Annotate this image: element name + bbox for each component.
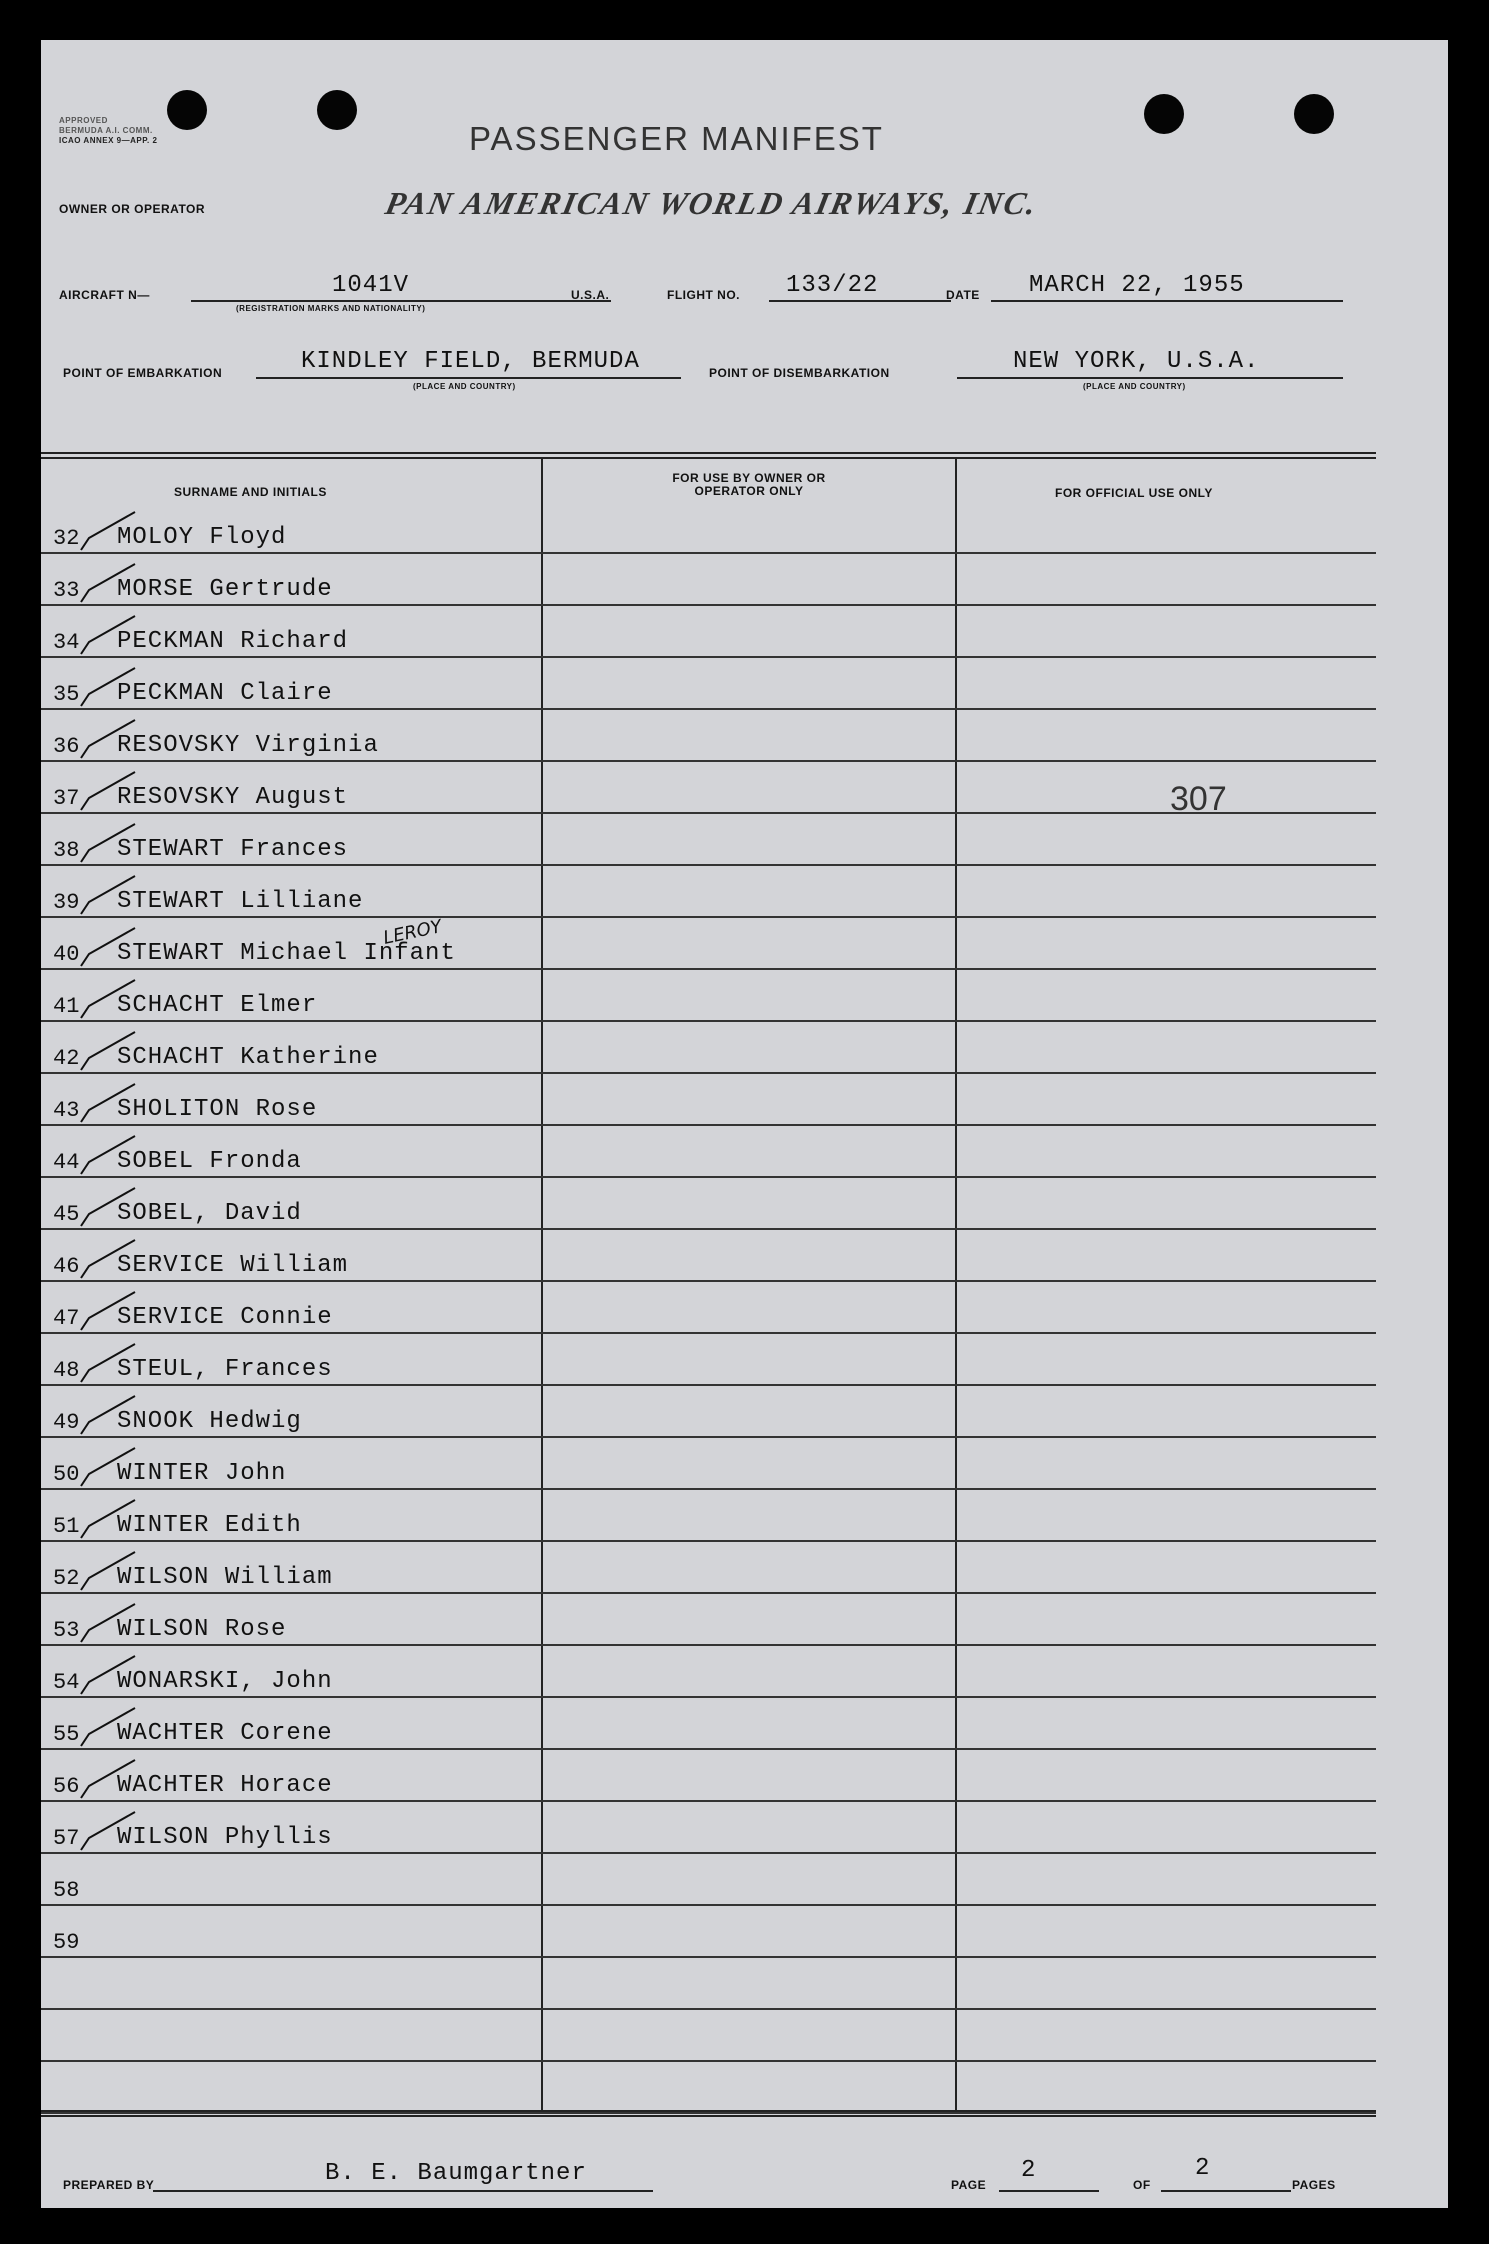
disembarkation-value: NEW YORK, U.S.A. — [1013, 348, 1260, 375]
row-number: 38 — [53, 838, 80, 863]
table-bottom-rule — [41, 2110, 1376, 2117]
row-rule — [41, 1436, 1376, 1438]
row-rule — [41, 1072, 1376, 1074]
passenger-name: SERVICE William — [117, 1252, 349, 1279]
passenger-name: WINTER Edith — [117, 1512, 302, 1539]
row-rule — [41, 1488, 1376, 1490]
passenger-name: SCHACHT Elmer — [117, 992, 318, 1019]
checkmark-icon — [59, 1808, 139, 1858]
row-number: 52 — [53, 1566, 80, 1591]
date-value: MARCH 22, 1955 — [1029, 272, 1245, 299]
row-number: 46 — [53, 1254, 80, 1279]
row-number: 53 — [53, 1618, 80, 1643]
passenger-name: SHOLITON Rose — [117, 1096, 318, 1123]
row-rule — [41, 864, 1376, 866]
flight-no-label: FLIGHT NO. — [667, 288, 740, 302]
row-number: 50 — [53, 1462, 80, 1487]
row-number: 56 — [53, 1774, 80, 1799]
page-underline — [999, 2190, 1099, 2192]
row-number: 55 — [53, 1722, 80, 1747]
prepared-label: PREPARED BY — [63, 2178, 155, 2192]
row-number: 47 — [53, 1306, 80, 1331]
row-number: 44 — [53, 1150, 80, 1175]
checkmark-icon — [59, 508, 139, 558]
embarkation-label: POINT OF EMBARKATION — [63, 366, 223, 380]
of-underline — [1161, 2190, 1291, 2192]
flight-no-underline — [769, 300, 951, 302]
checkmark-icon — [59, 1132, 139, 1182]
row-number: 42 — [53, 1046, 80, 1071]
row-number: 58 — [53, 1878, 80, 1903]
column-divider — [541, 458, 543, 2113]
checkmark-icon — [59, 1184, 139, 1234]
passenger-name: WONARSKI, John — [117, 1668, 333, 1695]
row-rule — [41, 2060, 1376, 2062]
page-label: PAGE — [951, 2178, 987, 2192]
row-number: 40 — [53, 942, 80, 967]
checkmark-icon — [59, 612, 139, 662]
table-top-rule — [41, 452, 1376, 459]
date-underline — [991, 300, 1343, 302]
row-rule — [41, 1020, 1376, 1022]
row-rule — [41, 1904, 1376, 1906]
row-rule — [41, 604, 1376, 606]
checkmark-icon — [59, 560, 139, 610]
punch-hole — [1294, 94, 1334, 134]
punch-hole — [167, 90, 207, 130]
date-label: DATE — [946, 288, 980, 302]
checkmark-icon — [59, 924, 139, 974]
row-rule — [41, 1696, 1376, 1698]
row-rule — [41, 1176, 1376, 1178]
checkmark-icon — [59, 716, 139, 766]
row-number: 41 — [53, 994, 80, 1019]
row-number: 59 — [53, 1930, 80, 1955]
embarkation-underline — [256, 377, 681, 379]
checkmark-icon — [59, 1652, 139, 1702]
passenger-name: STEUL, Frances — [117, 1356, 333, 1383]
checkmark-icon — [59, 1028, 139, 1078]
passenger-name: STEWART Michael Infant — [117, 940, 456, 967]
checkmark-icon — [59, 1548, 139, 1598]
row-number: 54 — [53, 1670, 80, 1695]
col-owner-header: FOR USE BY OWNER OR OPERATOR ONLY — [672, 471, 826, 498]
row-rule — [41, 1124, 1376, 1126]
row-rule — [41, 552, 1376, 554]
passenger-name: WACHTER Horace — [117, 1772, 333, 1799]
approval-stamp — [59, 116, 157, 146]
passenger-name: WILSON William — [117, 1564, 333, 1591]
row-rule — [41, 1384, 1376, 1386]
checkmark-icon — [59, 1080, 139, 1130]
passenger-name: RESOVSKY Virginia — [117, 732, 379, 759]
punch-hole — [317, 90, 357, 130]
row-rule — [41, 656, 1376, 658]
row-number: 35 — [53, 682, 80, 707]
aircraft-underline — [191, 300, 611, 302]
passenger-name: SOBEL Fronda — [117, 1148, 302, 1175]
embarkation-caption: (PLACE AND COUNTRY) — [413, 382, 516, 391]
checkmark-icon — [59, 1444, 139, 1494]
checkmark-icon — [59, 1340, 139, 1390]
checkmark-icon — [59, 1288, 139, 1338]
row-number: 43 — [53, 1098, 80, 1123]
aircraft-value: 1041V — [332, 272, 410, 299]
passenger-name: MORSE Gertrude — [117, 576, 333, 603]
usa-label: U.S.A. — [571, 288, 610, 302]
row-number: 49 — [53, 1410, 80, 1435]
embarkation-value: KINDLEY FIELD, BERMUDA — [301, 348, 640, 375]
passenger-name: STEWART Frances — [117, 836, 349, 863]
approval-line: ICAO ANNEX 9—APP. 2 — [59, 136, 158, 145]
col-surname-header: SURNAME AND INITIALS — [174, 485, 327, 499]
row-rule — [41, 916, 1376, 918]
checkmark-icon — [59, 1600, 139, 1650]
passenger-name: SOBEL, David — [117, 1200, 302, 1227]
checkmark-icon — [59, 1392, 139, 1442]
official-note: 307 — [1170, 780, 1227, 818]
checkmark-icon — [59, 768, 139, 818]
column-divider — [955, 458, 957, 2113]
prepared-underline — [153, 2190, 653, 2192]
disembarkation-underline — [957, 377, 1343, 379]
checkmark-icon — [59, 1704, 139, 1754]
disembarkation-caption: (PLACE AND COUNTRY) — [1083, 382, 1186, 391]
passenger-name: MOLOY Floyd — [117, 524, 287, 551]
row-number: 32 — [53, 526, 80, 551]
passenger-name: STEWART Lilliane — [117, 888, 364, 915]
row-number: 48 — [53, 1358, 80, 1383]
row-rule — [41, 1332, 1376, 1334]
row-rule — [41, 2008, 1376, 2010]
row-rule — [41, 968, 1376, 970]
pages-value: 2 — [1195, 2155, 1211, 2182]
col-official-header: FOR OFFICIAL USE ONLY — [1055, 486, 1213, 500]
checkmark-icon — [59, 664, 139, 714]
form-title: PASSENGER MANIFEST — [469, 120, 884, 157]
passenger-name: SCHACHT Katherine — [117, 1044, 379, 1071]
row-number: 39 — [53, 890, 80, 915]
page-value: 2 — [1021, 2157, 1037, 2184]
row-rule — [41, 1228, 1376, 1230]
row-number: 51 — [53, 1514, 80, 1539]
row-number: 37 — [53, 786, 80, 811]
owner-label: OWNER OR OPERATOR — [59, 202, 206, 216]
row-rule — [41, 1540, 1376, 1542]
passenger-name: WILSON Phyllis — [117, 1824, 333, 1851]
row-rule — [41, 1800, 1376, 1802]
passenger-name: WINTER John — [117, 1460, 287, 1487]
row-rule — [41, 1592, 1376, 1594]
aircraft-label: AIRCRAFT N— — [59, 288, 150, 302]
checkmark-icon — [59, 872, 139, 922]
aircraft-caption: (REGISTRATION MARKS AND NATIONALITY) — [236, 304, 426, 313]
checkmark-icon — [59, 1756, 139, 1806]
row-number: 33 — [53, 578, 80, 603]
row-rule — [41, 1748, 1376, 1750]
row-rule — [41, 1956, 1376, 1958]
passenger-name: WACHTER Corene — [117, 1720, 333, 1747]
row-rule — [41, 1852, 1376, 1854]
passenger-name: PECKMAN Claire — [117, 680, 333, 707]
flight-no-value: 133/22 — [786, 272, 879, 299]
handwritten-note: LEROY — [381, 916, 444, 949]
operator-name: PAN AMERICAN WORLD AIRWAYS, INC. — [382, 185, 1042, 221]
row-number: 36 — [53, 734, 80, 759]
row-rule — [41, 1644, 1376, 1646]
disembarkation-label: POINT OF DISEMBARKATION — [709, 366, 890, 380]
passenger-name: RESOVSKY August — [117, 784, 349, 811]
passenger-name: WILSON Rose — [117, 1616, 287, 1643]
prepared-by-value: B. E. Baumgartner — [325, 2160, 587, 2187]
row-number: 57 — [53, 1826, 80, 1851]
passenger-name: SERVICE Connie — [117, 1304, 333, 1331]
row-rule — [41, 760, 1376, 762]
of-label: OF — [1133, 2178, 1151, 2192]
passenger-name: PECKMAN Richard — [117, 628, 349, 655]
checkmark-icon — [59, 1236, 139, 1286]
approval-line: BERMUDA A.I. COMM. — [59, 126, 153, 135]
passenger-name: SNOOK Hedwig — [117, 1408, 302, 1435]
row-rule — [41, 708, 1376, 710]
approval-line: APPROVED — [59, 116, 108, 125]
checkmark-icon — [59, 1496, 139, 1546]
checkmark-icon — [59, 976, 139, 1026]
manifest-page — [41, 40, 1448, 2208]
row-number: 34 — [53, 630, 80, 655]
checkmark-icon — [59, 820, 139, 870]
row-rule — [41, 1280, 1376, 1282]
punch-hole — [1144, 94, 1184, 134]
pages-label: PAGES — [1292, 2178, 1336, 2192]
row-number: 45 — [53, 1202, 80, 1227]
